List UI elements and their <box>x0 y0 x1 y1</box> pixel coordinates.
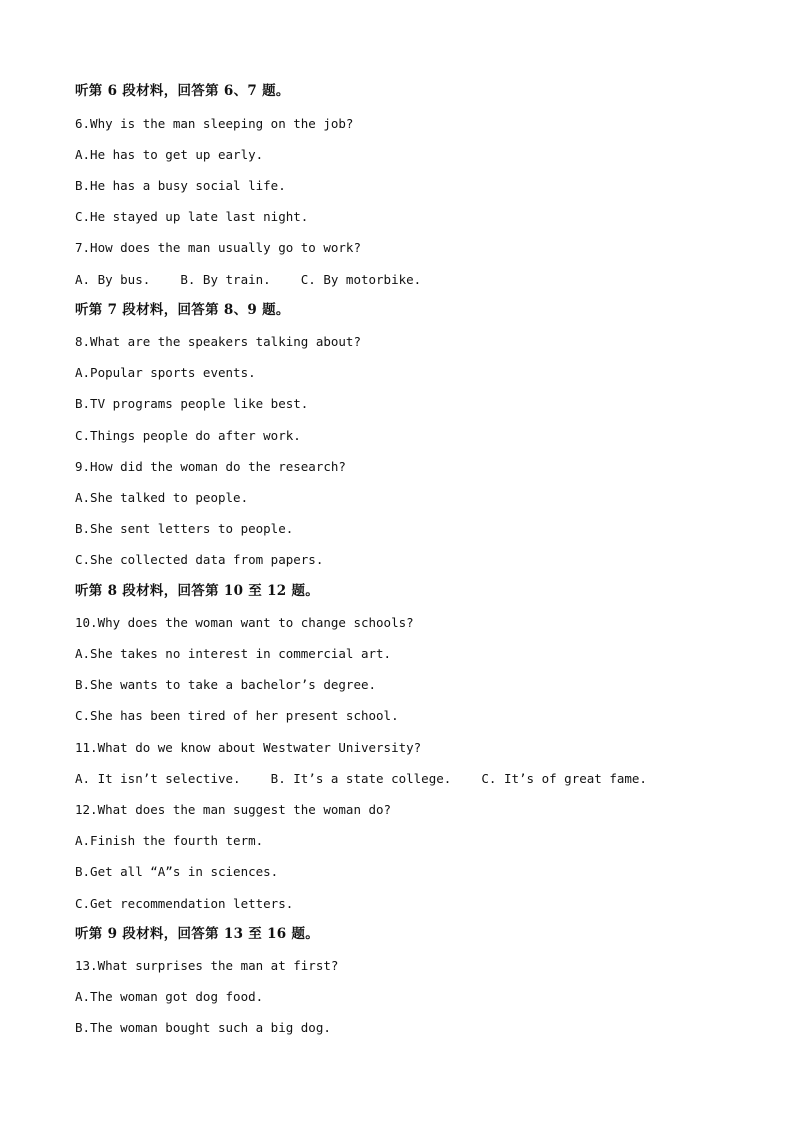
section-heading-9: 听第 9 段材料，回答第 13 至 16 题。 <box>75 926 320 942</box>
section-heading-6: 听第 6 段材料，回答第 6、7 题。 <box>75 83 290 99</box>
section-heading-8: 听第 8 段材料，回答第 10 至 12 题。 <box>75 583 320 599</box>
question-9-option-a: A.She talked to people. <box>75 490 249 505</box>
question-8-option-c: C.Things people do after work. <box>75 428 301 443</box>
question-6-stem: 6.Why is the man sleeping on the job? <box>75 116 354 131</box>
question-12-stem: 12.What does the man suggest the woman do? <box>75 802 392 817</box>
question-11-options: A. It isn’t selective. B. It’s a state college. C. It’s of great fame. <box>75 771 647 786</box>
question-10-option-b: B.She wants to take a bachelor’s degree. <box>75 677 377 692</box>
question-8-stem: 8.What are the speakers talking about? <box>75 334 361 349</box>
question-12-option-a: A.Finish the fourth term. <box>75 833 264 848</box>
question-9-option-b: B.She sent letters to people. <box>75 521 294 536</box>
question-13-stem: 13.What surprises the man at first? <box>75 958 339 973</box>
question-13-option-b: B.The woman bought such a big dog. <box>75 1020 331 1035</box>
question-7-stem: 7.How does the man usually go to work? <box>75 240 361 255</box>
question-6-option-b: B.He has a busy social life. <box>75 178 286 193</box>
question-12-option-b: B.Get all “A”s in sciences. <box>75 864 279 879</box>
question-10-option-c: C.She has been tired of her present school. <box>75 708 399 723</box>
question-6-option-a: A.He has to get up early. <box>75 147 264 162</box>
question-12-option-c: C.Get recommendation letters. <box>75 896 294 911</box>
question-8-option-b: B.TV programs people like best. <box>75 396 309 411</box>
question-10-option-a: A.She takes no interest in commercial art. <box>75 646 392 661</box>
question-11-stem: 11.What do we know about Westwater University? <box>75 740 422 755</box>
section-heading-7: 听第 7 段材料，回答第 8、9 题。 <box>75 302 290 318</box>
question-9-option-c: C.She collected data from papers. <box>75 552 324 567</box>
question-6-option-c: C.He stayed up late last night. <box>75 209 309 224</box>
question-13-option-a: A.The woman got dog food. <box>75 989 264 1004</box>
question-8-option-a: A.Popular sports events. <box>75 365 256 380</box>
question-9-stem: 9.How did the woman do the research? <box>75 459 346 474</box>
question-7-options: A. By bus. B. By train. C. By motorbike. <box>75 272 422 287</box>
question-10-stem: 10.Why does the woman want to change schools? <box>75 615 414 630</box>
